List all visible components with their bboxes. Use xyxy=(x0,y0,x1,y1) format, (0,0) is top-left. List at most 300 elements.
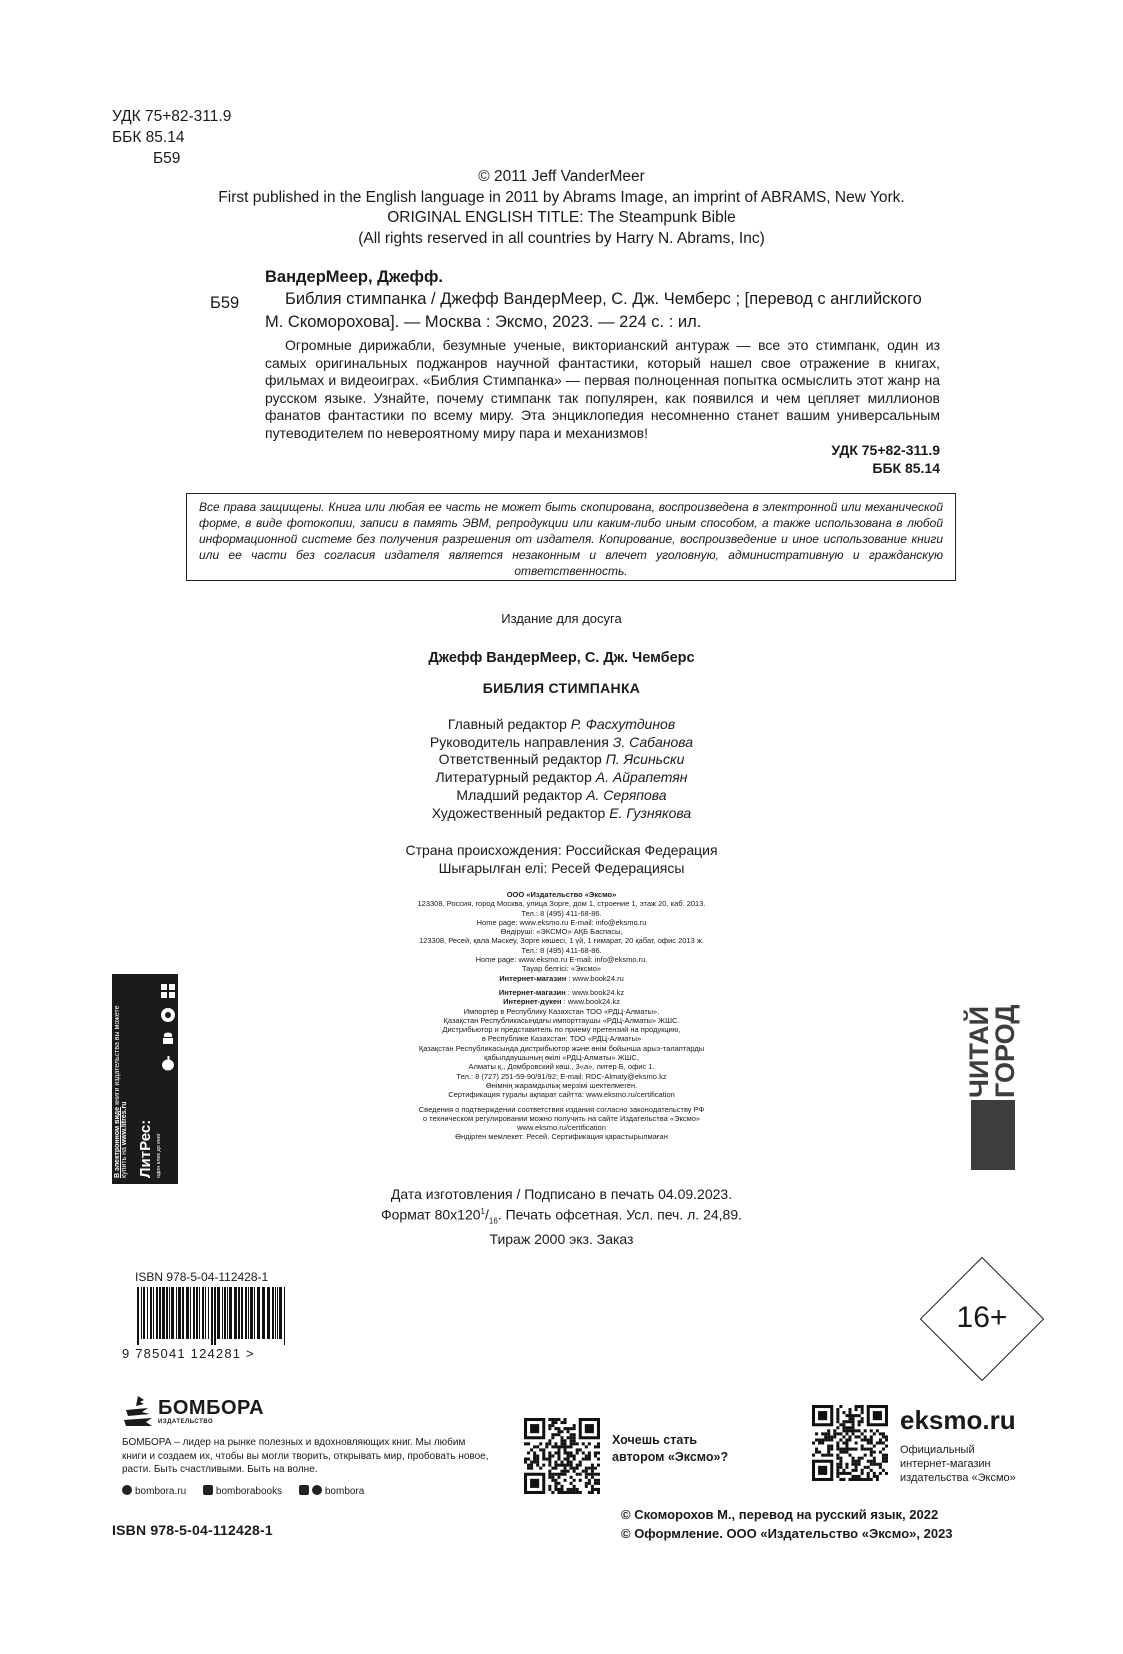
staff-row xyxy=(0,734,1123,752)
qr-module xyxy=(836,1441,839,1444)
qr-module xyxy=(585,1454,588,1457)
qr-module xyxy=(524,1461,527,1464)
qr-module xyxy=(882,1454,885,1457)
qr-module xyxy=(551,1433,554,1436)
qr-module xyxy=(833,1432,836,1435)
publisher-info-text: Қазақстан Республикасында дистрибьютор және өнім бойынша арыз-талаптарды xyxy=(418,1043,705,1053)
qr-module xyxy=(564,1451,567,1454)
qr-module xyxy=(867,1460,870,1463)
qr-module xyxy=(845,1451,848,1454)
qr-module xyxy=(836,1457,839,1460)
barcode-bar xyxy=(267,1287,270,1339)
qr-finder xyxy=(585,1424,594,1433)
barcode-bar xyxy=(214,1287,216,1345)
biblio-title-statement: Библия стимпанка / Джефф ВандерМеер, С. Дж. Чемберс ; [перевод с английского М. Скоморохова]. — Москва : Эксмо, 2023. — 224 с. : ил. xyxy=(265,290,922,331)
qr-module xyxy=(855,1429,858,1432)
qr-module xyxy=(554,1442,557,1445)
qr-module xyxy=(557,1430,560,1433)
publisher-info-text: : www.book24.kz xyxy=(565,987,625,997)
qr-module xyxy=(876,1441,879,1444)
qr-module xyxy=(551,1454,554,1457)
qr-module xyxy=(551,1418,554,1421)
qr-module xyxy=(839,1457,842,1460)
qr-module xyxy=(864,1478,867,1481)
barcode-bar xyxy=(227,1287,228,1339)
qr-module xyxy=(554,1467,557,1470)
qr-module xyxy=(836,1463,839,1466)
staff-role: Ответственный редактор xyxy=(438,751,602,768)
qr-module xyxy=(836,1448,839,1451)
qr-module xyxy=(570,1454,573,1457)
qr-module xyxy=(557,1427,560,1430)
publisher-info-text: Тел.: 8 (727) 251-59-90/91/92; E-mail: RDC-Almaty@eksmo.kz xyxy=(456,1071,667,1081)
qr-finder xyxy=(530,1424,539,1433)
qr-module xyxy=(855,1469,858,1472)
qr-module xyxy=(570,1491,573,1494)
qr-module xyxy=(836,1466,839,1469)
qr-module xyxy=(551,1476,554,1479)
qr-module xyxy=(885,1435,888,1438)
qr-module xyxy=(873,1451,876,1454)
qr-finder xyxy=(530,1479,539,1488)
qr-module xyxy=(548,1458,551,1461)
publisher-info-text: Өндіруші: «ЭКСМО» АҚБ Баспасы, xyxy=(500,927,623,937)
barcode-bar xyxy=(202,1287,204,1339)
qr-module xyxy=(836,1426,839,1429)
qr-module xyxy=(533,1454,536,1457)
barcode-bar xyxy=(156,1287,158,1339)
qr-module xyxy=(548,1464,551,1467)
publisher-info-line xyxy=(0,946,1123,955)
qr-module xyxy=(882,1460,885,1463)
qr-module xyxy=(524,1442,527,1445)
barcode-bar xyxy=(257,1287,260,1339)
barcode-bar xyxy=(250,1287,253,1339)
qr-module xyxy=(882,1435,885,1438)
barcode-digits: 9 785041 124281 > xyxy=(122,1346,255,1361)
qr-module xyxy=(570,1442,573,1445)
qr-module xyxy=(564,1473,567,1476)
publisher-info-text: 123308, Ресей, қала Мәскеу, Зорге көшесі, 1 үй, 1 ғимарат, 20 қабат, офис 2013 ж. xyxy=(419,936,704,946)
qr-module xyxy=(845,1426,848,1429)
qr-module xyxy=(827,1435,830,1438)
format-sup: 1 xyxy=(480,1207,485,1216)
qr-module xyxy=(567,1470,570,1473)
qr-module xyxy=(573,1467,576,1470)
qr-module xyxy=(551,1421,554,1424)
barcode-bar xyxy=(159,1287,161,1339)
qr-module xyxy=(548,1473,551,1476)
qr-module xyxy=(839,1438,842,1441)
qr-module xyxy=(573,1433,576,1436)
qr-module xyxy=(885,1460,888,1463)
barcode-bar xyxy=(254,1287,255,1339)
qr-module xyxy=(870,1429,873,1432)
qr-module xyxy=(842,1435,845,1438)
vk-icon xyxy=(203,1485,213,1495)
barcode-bar xyxy=(147,1287,148,1339)
qr-module xyxy=(855,1475,858,1478)
country-kz: Шығарылған елі: Ресей Федерациясы xyxy=(438,859,685,876)
qr-module xyxy=(833,1435,836,1438)
author-index: Б59 xyxy=(153,150,181,167)
qr-module xyxy=(588,1451,591,1454)
qr-module xyxy=(554,1418,557,1421)
qr-module xyxy=(591,1476,594,1479)
qr-module xyxy=(560,1445,563,1448)
qr-module xyxy=(845,1472,848,1475)
litres-link[interactable]: www.litres.ru xyxy=(121,1101,128,1146)
staff-name: А. Серяпова xyxy=(586,786,667,803)
qr-module xyxy=(579,1473,582,1476)
qr-module xyxy=(842,1420,845,1423)
qr-module xyxy=(864,1429,867,1432)
biblio-index: Б59 xyxy=(210,294,240,312)
qr-module xyxy=(879,1463,882,1466)
barcode-bar xyxy=(190,1287,191,1339)
barcode-bar xyxy=(217,1287,220,1339)
qr-module xyxy=(570,1433,573,1436)
qr-module xyxy=(564,1491,567,1494)
qr-module xyxy=(585,1476,588,1479)
qr-module xyxy=(554,1479,557,1482)
copyright-line-2: First published in the English language in 2011 by Abrams Image, an imprint of ABRAMS, New York. xyxy=(218,188,905,206)
qr-module xyxy=(845,1429,848,1432)
qr-module xyxy=(870,1438,873,1441)
publisher-info-text: : www.book24.kz xyxy=(561,997,620,1007)
bbk-code: ББК 85.14 xyxy=(112,129,185,146)
qr-module xyxy=(582,1442,585,1445)
qr-module xyxy=(836,1445,839,1448)
qr-module xyxy=(588,1454,591,1457)
qr-module xyxy=(882,1432,885,1435)
qr-module xyxy=(867,1475,870,1478)
qr-module xyxy=(551,1491,554,1494)
qr-module xyxy=(570,1439,573,1442)
country-of-origin xyxy=(0,842,1123,877)
globe-icon xyxy=(122,1485,132,1495)
qr-module xyxy=(557,1473,560,1476)
qr-module xyxy=(848,1478,851,1481)
copyright-line-3: ORIGINAL ENGLISH TITLE: The Steampunk Bible xyxy=(387,209,736,226)
staff-role: Руководитель направления xyxy=(429,733,609,750)
qr-module xyxy=(560,1464,563,1467)
qr-module xyxy=(848,1472,851,1475)
bombora-sub: ИЗДАТЕЛЬСТВО xyxy=(158,1419,214,1425)
barcode-bar xyxy=(199,1287,200,1339)
qr-module xyxy=(554,1421,557,1424)
litres-promo-text: книги издательства вы можете xyxy=(114,1005,121,1107)
publisher-info-prefix: Интернет-магазин xyxy=(499,973,567,983)
qr-module xyxy=(567,1427,570,1430)
qr-module xyxy=(839,1472,842,1475)
qr-module xyxy=(524,1458,527,1461)
qr-module xyxy=(533,1445,536,1448)
qr-module xyxy=(588,1458,591,1461)
qr-module xyxy=(864,1435,867,1438)
bombora-social-link[interactable] xyxy=(299,1486,364,1497)
qr-module xyxy=(879,1438,882,1441)
qr-module xyxy=(842,1441,845,1444)
book-title: БИБЛИЯ СТИМПАНКА xyxy=(482,680,641,696)
qr-module xyxy=(858,1405,861,1408)
copyright-line-4: (All rights reserved in all countries by Harry N. Abrams, Inc) xyxy=(358,229,765,247)
qr-module xyxy=(815,1448,818,1451)
publisher-info-prefix: Интернет-дүкен xyxy=(503,997,562,1007)
qr-module xyxy=(858,1435,861,1438)
eksmo-qr-code[interactable] xyxy=(812,1405,888,1481)
format-sub: 16 xyxy=(488,1216,498,1226)
qr-module xyxy=(821,1441,824,1444)
qr-module xyxy=(861,1478,864,1481)
barcode-bar xyxy=(169,1287,170,1339)
qr-finder xyxy=(873,1411,882,1420)
qr-module xyxy=(564,1418,567,1421)
qr-module xyxy=(867,1478,870,1481)
qr-module xyxy=(830,1448,833,1451)
staff-row xyxy=(0,787,1123,805)
format-suffix: . Печать офсетная. Усл. печ. л. 24,89. xyxy=(497,1206,742,1223)
barcode-bar xyxy=(284,1287,285,1345)
qr-module xyxy=(594,1451,597,1454)
qr-module xyxy=(548,1451,551,1454)
qr-module xyxy=(855,1414,858,1417)
publisher-info-text: Дистрибьютор и представитель по приему претензий на продукцию, xyxy=(442,1025,681,1035)
qr-module xyxy=(873,1445,876,1448)
qr-module xyxy=(557,1476,560,1479)
qr-module xyxy=(567,1461,570,1464)
qr-module xyxy=(585,1473,588,1476)
bombora-site-text: bombora.ru xyxy=(135,1486,187,1497)
qr-module xyxy=(845,1441,848,1444)
qr-module xyxy=(560,1421,563,1424)
qr-module xyxy=(564,1448,567,1451)
bombora-description: БОМБОРА – лидер на рынке полезных и вдохновляющих книг. Мы любим книги и создаем их, чтобы вы могли творить, открывать мир, пробовать новое, расти. Быть счастливыми. Быть на волне. xyxy=(122,1437,489,1475)
qr-module xyxy=(861,1472,864,1475)
qr-module xyxy=(845,1414,848,1417)
publisher-info-text: Сведения о подтверждении соответствия издания согласно законодательству РФ xyxy=(418,1104,705,1114)
qr-module xyxy=(839,1448,842,1451)
qr-module xyxy=(873,1472,876,1475)
barcode-bar xyxy=(162,1287,165,1339)
qr-module xyxy=(858,1429,861,1432)
barcode-bar xyxy=(137,1287,139,1345)
qr-module xyxy=(879,1432,882,1435)
qr-module xyxy=(836,1420,839,1423)
qr-module xyxy=(564,1445,567,1448)
qr-module xyxy=(548,1485,551,1488)
qr-module xyxy=(827,1448,830,1451)
qr-module xyxy=(548,1418,551,1421)
qr-module xyxy=(594,1454,597,1457)
qr-module xyxy=(858,1420,861,1423)
qr-module xyxy=(827,1429,830,1432)
staff-name: Е. Гузнякова xyxy=(609,804,692,821)
qr-module xyxy=(852,1448,855,1451)
qr-module xyxy=(536,1461,539,1464)
qr-module xyxy=(842,1411,845,1414)
qr-module xyxy=(852,1417,855,1420)
qr-module xyxy=(852,1426,855,1429)
qr-module xyxy=(564,1464,567,1467)
qr-module xyxy=(557,1454,560,1457)
qr-module xyxy=(527,1458,530,1461)
qr-module xyxy=(573,1485,576,1488)
qr-module xyxy=(876,1429,879,1432)
author-promo xyxy=(612,1432,728,1466)
qr-module xyxy=(836,1469,839,1472)
staff-name: З. Сабанова xyxy=(612,733,694,750)
barcode-bar xyxy=(193,1287,195,1339)
qr-module xyxy=(855,1435,858,1438)
litres-brand: ЛитРес: xyxy=(137,1119,154,1178)
barcode-bar xyxy=(275,1287,276,1339)
qr-module xyxy=(830,1438,833,1441)
qr-module xyxy=(876,1463,879,1466)
qr-module xyxy=(560,1491,563,1494)
qr-module xyxy=(548,1476,551,1479)
qr-module xyxy=(576,1473,579,1476)
qr-module xyxy=(873,1457,876,1460)
qr-module xyxy=(821,1438,824,1441)
qr-module xyxy=(576,1442,579,1445)
bombora-vk-text: bomborabooks xyxy=(215,1486,283,1497)
format-prefix: Формат 80x120 xyxy=(380,1206,481,1223)
eksmo-description xyxy=(900,1443,1016,1485)
qr-module xyxy=(858,1463,861,1466)
qr-module xyxy=(861,1411,864,1414)
qr-module xyxy=(567,1436,570,1439)
qr-module xyxy=(594,1482,597,1485)
qr-module xyxy=(530,1448,533,1451)
qr-module xyxy=(591,1485,594,1488)
barcode-bar xyxy=(272,1287,274,1339)
qr-module xyxy=(567,1445,570,1448)
platform-icons xyxy=(160,982,176,1078)
publisher-info-text: : www.book24.ru xyxy=(566,973,624,983)
qr-module xyxy=(576,1488,579,1491)
qr-module xyxy=(836,1432,839,1435)
qr-module xyxy=(824,1435,827,1438)
qr-module xyxy=(858,1414,861,1417)
qr-module xyxy=(867,1441,870,1444)
qr-module xyxy=(594,1473,597,1476)
qr-module xyxy=(588,1442,591,1445)
qr-module xyxy=(827,1432,830,1435)
qr-module xyxy=(845,1438,848,1441)
qr-module xyxy=(585,1470,588,1473)
qr-module xyxy=(879,1451,882,1454)
qr-module xyxy=(579,1464,582,1467)
qr-module xyxy=(870,1435,873,1438)
qr-module xyxy=(597,1464,600,1467)
youtube-icon xyxy=(299,1485,309,1495)
qr-module xyxy=(560,1485,563,1488)
barcode-bar xyxy=(279,1287,282,1339)
qr-module xyxy=(588,1482,591,1485)
qr-module xyxy=(885,1457,888,1460)
litres-banner[interactable] xyxy=(112,974,178,1184)
barcode-bar xyxy=(211,1287,213,1345)
qr-module xyxy=(861,1445,864,1448)
print-run: Тираж 2000 экз. Заказ xyxy=(489,1231,634,1248)
qr-module xyxy=(848,1417,851,1420)
qr-module xyxy=(858,1457,861,1460)
staff-role: Художественный редактор xyxy=(431,804,606,821)
qr-module xyxy=(567,1488,570,1491)
qr-module xyxy=(570,1467,573,1470)
qr-module xyxy=(551,1436,554,1439)
qr-module xyxy=(873,1463,876,1466)
qr-module xyxy=(821,1454,824,1457)
qr-module xyxy=(545,1445,548,1448)
qr-module xyxy=(573,1488,576,1491)
bombora-vk-link[interactable] xyxy=(203,1486,282,1497)
qr-module xyxy=(858,1423,861,1426)
qr-module xyxy=(567,1491,570,1494)
staff-name: Р. Фасхутдинов xyxy=(570,716,676,732)
copyright-notice xyxy=(0,167,1123,249)
qr-module xyxy=(839,1432,842,1435)
qr-module xyxy=(852,1420,855,1423)
qr-module xyxy=(548,1454,551,1457)
bombora-social-text: bombora xyxy=(324,1486,365,1497)
qr-module xyxy=(582,1470,585,1473)
barcode-bar xyxy=(141,1287,142,1339)
qr-module xyxy=(867,1466,870,1469)
qr-module xyxy=(879,1472,882,1475)
qr-module xyxy=(560,1461,563,1464)
browser-icon xyxy=(160,1006,176,1030)
author-qr-code[interactable] xyxy=(524,1418,600,1494)
qr-module xyxy=(551,1467,554,1470)
qr-module xyxy=(848,1411,851,1414)
qr-module xyxy=(864,1448,867,1451)
qr-module xyxy=(827,1451,830,1454)
qr-module xyxy=(836,1472,839,1475)
qr-module xyxy=(536,1454,539,1457)
qr-module xyxy=(848,1426,851,1429)
qr-module xyxy=(542,1448,545,1451)
qr-module xyxy=(530,1467,533,1470)
qr-module xyxy=(564,1467,567,1470)
barcode-bar xyxy=(262,1287,265,1339)
barcode-bar xyxy=(238,1287,240,1339)
eksmo-desc-line-3: издательства «Эксмо» xyxy=(900,1472,1016,1484)
publisher-info-text: ООО «Издательство «Эксмо» xyxy=(506,890,617,899)
age-rating-badge xyxy=(920,1257,1044,1381)
eksmo-brand[interactable]: eksmo.ru xyxy=(900,1405,1016,1435)
qr-module xyxy=(855,1463,858,1466)
qr-module xyxy=(545,1442,548,1445)
qr-module xyxy=(579,1448,582,1451)
staff-row xyxy=(0,751,1123,769)
qr-module xyxy=(827,1454,830,1457)
qr-module xyxy=(845,1448,848,1451)
qr-module xyxy=(861,1420,864,1423)
qr-module xyxy=(576,1448,579,1451)
qr-module xyxy=(567,1451,570,1454)
publisher-info-line xyxy=(0,964,1123,973)
qr-module xyxy=(527,1442,530,1445)
bombora-site-link[interactable] xyxy=(122,1486,186,1497)
qr-module xyxy=(594,1479,597,1482)
qr-module xyxy=(564,1442,567,1445)
print-format: Формат $80x120^1/_{16}$. Печать офсетная. Усл. печ. л. 24,89. xyxy=(380,1206,742,1226)
qr-module xyxy=(591,1488,594,1491)
qr-module xyxy=(573,1458,576,1461)
qr-module xyxy=(560,1430,563,1433)
